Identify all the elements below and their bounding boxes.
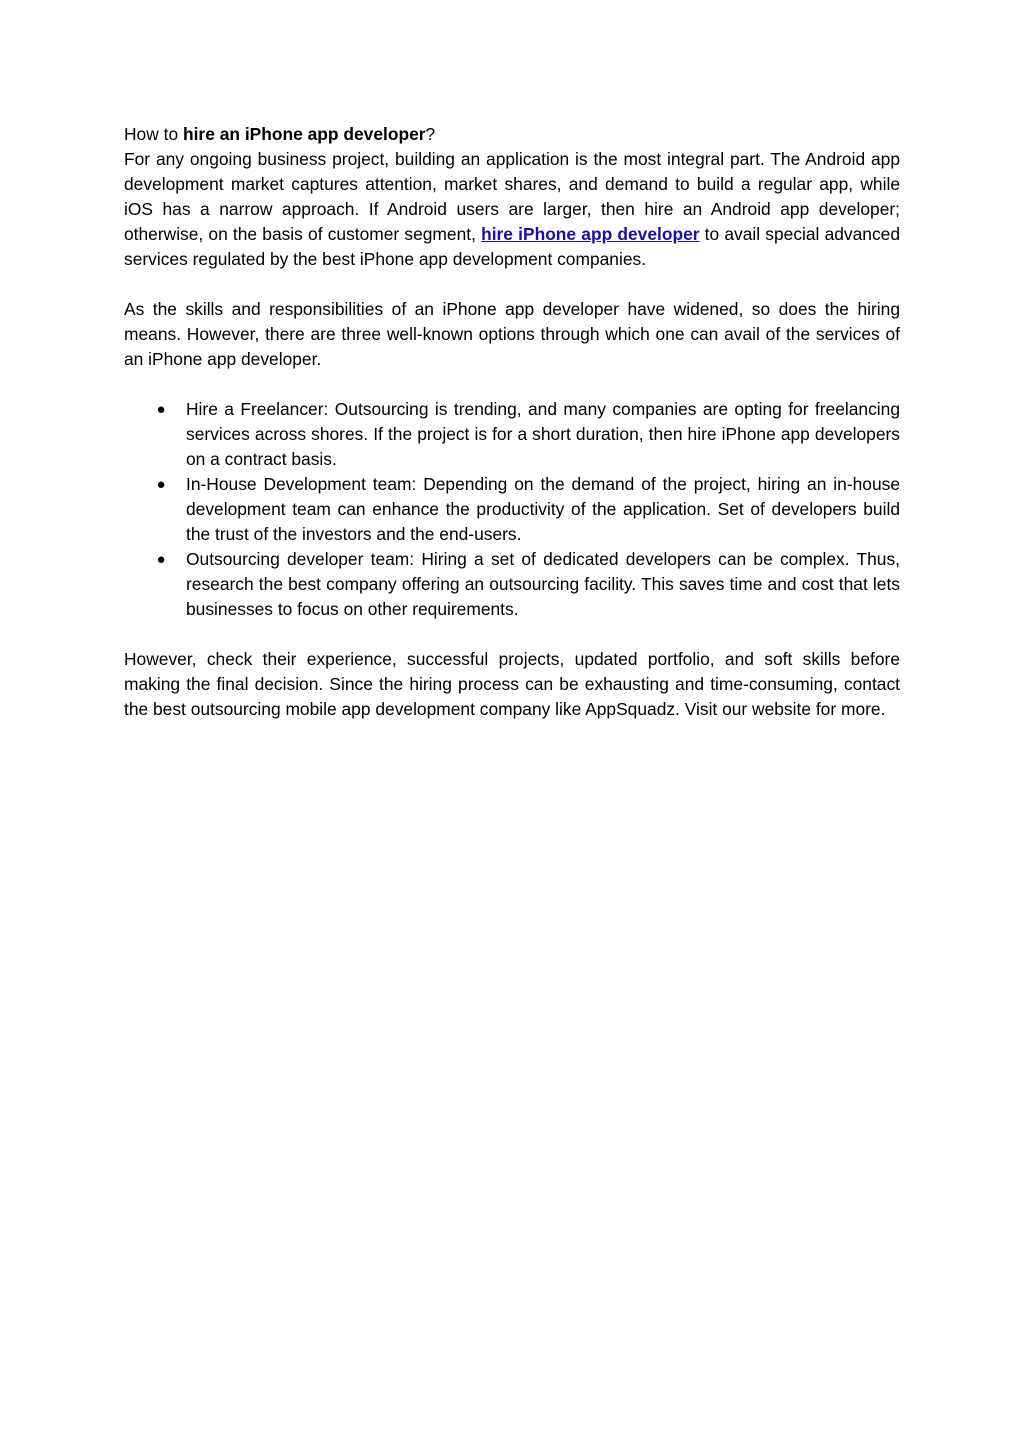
document-page — [124, 122, 900, 722]
intro-text-after-link: to avail special advanced services regulated by the best iPhone app development companies. — [124, 224, 900, 269]
heading-prefix: How to — [124, 124, 183, 144]
document-heading — [124, 122, 900, 147]
intro-text-before-link: For any ongoing business project, building an application is the most integral part. The Android app development market captures attention, market shares, and demand to build a regular app, while iOS has a narrow approach. If Android users are larger, then hire an Android app developer; otherwise, on the basis of customer segment, — [124, 149, 900, 244]
hiring-options-paragraph: As the skills and responsibilities of an iPhone app developer have widened, so does the hiring means. However, there are three well-known options through which one can avail of the services of an iPhone app developer. — [124, 299, 900, 369]
conclusion-paragraph: However, check their experience, successful projects, updated portfolio, and soft skills before making the final decision. Since the hiring process can be exhausting and time-consuming, contact the best outsourcing mobile app development company like AppSquadz. Visit our website for more. — [124, 649, 900, 719]
heading-bold-text: hire an iPhone app developer — [182, 124, 426, 144]
list-item-outsourcing-team — [124, 547, 900, 622]
bullet-icon: ● — [156, 476, 166, 493]
hiring-options-list — [124, 397, 900, 622]
paragraph-spacer — [124, 272, 900, 297]
bullet-icon: ● — [156, 551, 166, 568]
list-item-freelancer — [124, 397, 900, 472]
paragraph-spacer — [124, 622, 900, 647]
paragraph-spacer — [124, 372, 900, 397]
list-item-text: In-House Development team: Depending on the demand of the project, hiring an in-house development team can enhance the productivity of the application. Set of developers build the trust of the investors and the end-users. — [186, 474, 900, 544]
list-item-text: Outsourcing developer team: Hiring a set of dedicated developers can be complex. Thus, research the best company offering an outsourcing facility. This saves time and cost that lets businesses to focus on other requirements. — [186, 549, 900, 619]
list-item-text: Hire a Freelancer: Outsourcing is trending, and many companies are opting for freelancing services across shores. If the project is for a short duration, then hire iPhone app developers on a contract basis. — [186, 399, 900, 469]
list-item-in-house-team — [124, 472, 900, 547]
heading-suffix: ? — [425, 124, 436, 144]
hire-iphone-developer-link[interactable]: hire iPhone app developer — [481, 224, 700, 244]
bullet-icon: ● — [156, 401, 166, 418]
intro-paragraph — [124, 147, 900, 272]
